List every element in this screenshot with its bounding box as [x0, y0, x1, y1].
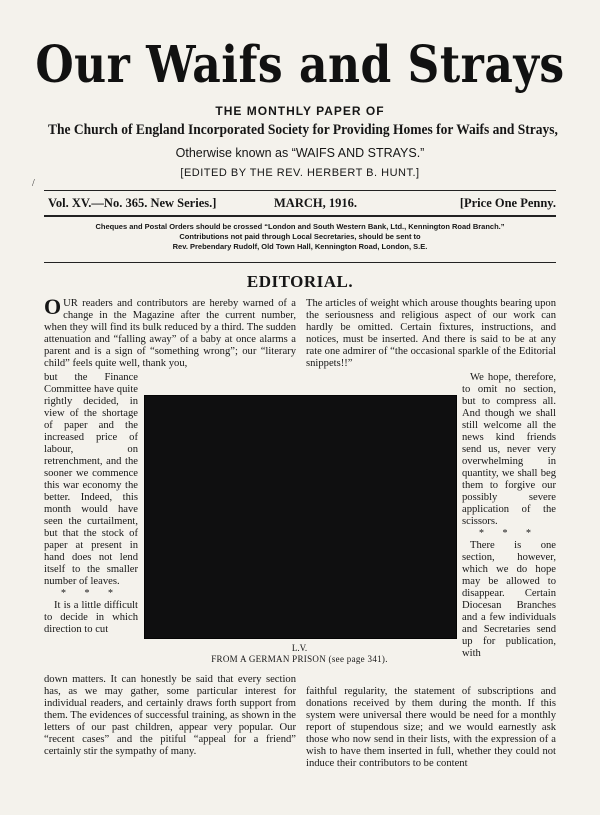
left-narrow-text-2: It is a little difficult to decide in which direction to cut — [44, 600, 138, 635]
left-bottom-text: down matters. It can honestly be said that every section has, as we may gather, some particular interest for individual readers, and certainly draws forth support from them. The evidences of successful training, as shown in the letters of our past children, appear very popular. Our “recent cases” and the pitiful “appeal for a friend” certainly stir the sympathy of many. — [44, 674, 296, 757]
masthead-subtitle: THE MONTHLY PAPER OF — [215, 104, 385, 118]
top-rule — [44, 190, 556, 191]
issue-price: [Price One Penny. — [459, 196, 556, 210]
section-stars-right: * * * — [479, 528, 539, 539]
margin-mark: / — [32, 178, 35, 189]
issue-row — [48, 196, 556, 212]
left-narrow-text: but the Finance Committee have quite rightly decided, in view of the shortage of paper and the increased price of labour, on retrenchment, and the sooner we commence this war economy the better. Indeed, this month would have seen the curtailment, but that the stock of paper at present in hand does not lend itself to the smaller number of leaves. — [44, 372, 138, 587]
volume-number: Vol. XV.—No. 365. New Series.] — [48, 196, 217, 210]
right-narrow-text: We hope, therefore, to omit no section, but to compress all. And though we shall still welcome all the news kind friends send us, never very overwhelming in quantity, we shall beg them to forgive our possibly severe application of the scissors. — [462, 372, 556, 527]
notice-rule — [44, 262, 556, 263]
issue-date: MARCH, 1916. — [274, 196, 357, 210]
right-column-bottom — [306, 686, 556, 770]
illustration-plate — [144, 395, 457, 639]
cheques-line-1: Cheques and Postal Orders should be crossed “London and South Western Bank, Ltd., Kennington Road Branch.” — [95, 222, 505, 231]
cheques-line-3: Rev. Prebendary Rudolf, Old Town Hall, Kennington Road, London, S.E. — [172, 242, 428, 251]
editor-line: [EDITED BY THE REV. HERBERT B. HUNT.] — [180, 167, 420, 179]
illustration-label: L.V. — [291, 643, 308, 653]
section-stars: * * * — [61, 588, 121, 599]
cheques-notice — [30, 222, 570, 252]
right-top-text: The articles of weight which arouse thoughts bearing upon the seriousness and religious aspect of our work can hardly be omitted. Certain fixtures, instructions, and notices, must be inserted. And there is said to be at any rate one admirer of “the occasional sparkle of the Editorial snippets!!” — [306, 298, 556, 369]
editorial-heading: EDITORIAL. — [246, 272, 354, 291]
cheques-line-2: Contributions not paid through Local Secretaries, should be sent to — [179, 232, 421, 241]
left-narrow-column — [44, 372, 138, 636]
left-column-intro — [44, 294, 296, 370]
otherwise-known-as: Otherwise known as “WAIFS AND STRAYS.” — [175, 146, 425, 160]
masthead-title: Our Waifs and Strays — [35, 36, 565, 95]
right-bottom-text: faithful regularity, the statement of subscriptions and donations received by them during the month. If this system were universal there would be need for a monthly report of stupendous size; and we would earnestly ask those who now send in their lists, with the expression of a wish to have them inserted in full, whether they could not induce their contributors to be content — [306, 686, 556, 769]
right-column-top — [306, 298, 556, 370]
drop-cap: O — [44, 294, 62, 319]
society-name: The Church of England Incorporated Society for Providing Homes for Waifs and Strays, — [48, 122, 558, 138]
right-narrow-column — [462, 372, 556, 660]
right-narrow-text-2: There is one section, however, which we do hope may be allowed to disappear. Certain Diocesan Branches and a few individuals and Secretaries send up for publication, with — [462, 540, 556, 659]
left-column-bottom — [44, 674, 296, 758]
intro-text: UR readers and contributors are hereby warned of a change in the Magazine after the current number, when they will find its bulk reduced by a third. The sudden attenuation and “falling away” of a baby at once alarms a parent and is a sign of “something wrong”; our “literary child” feels quite well, thank you, — [44, 298, 296, 369]
illustration-caption: FROM A GERMAN PRISON (see page 341). — [211, 654, 388, 664]
issue-rule — [44, 215, 556, 217]
